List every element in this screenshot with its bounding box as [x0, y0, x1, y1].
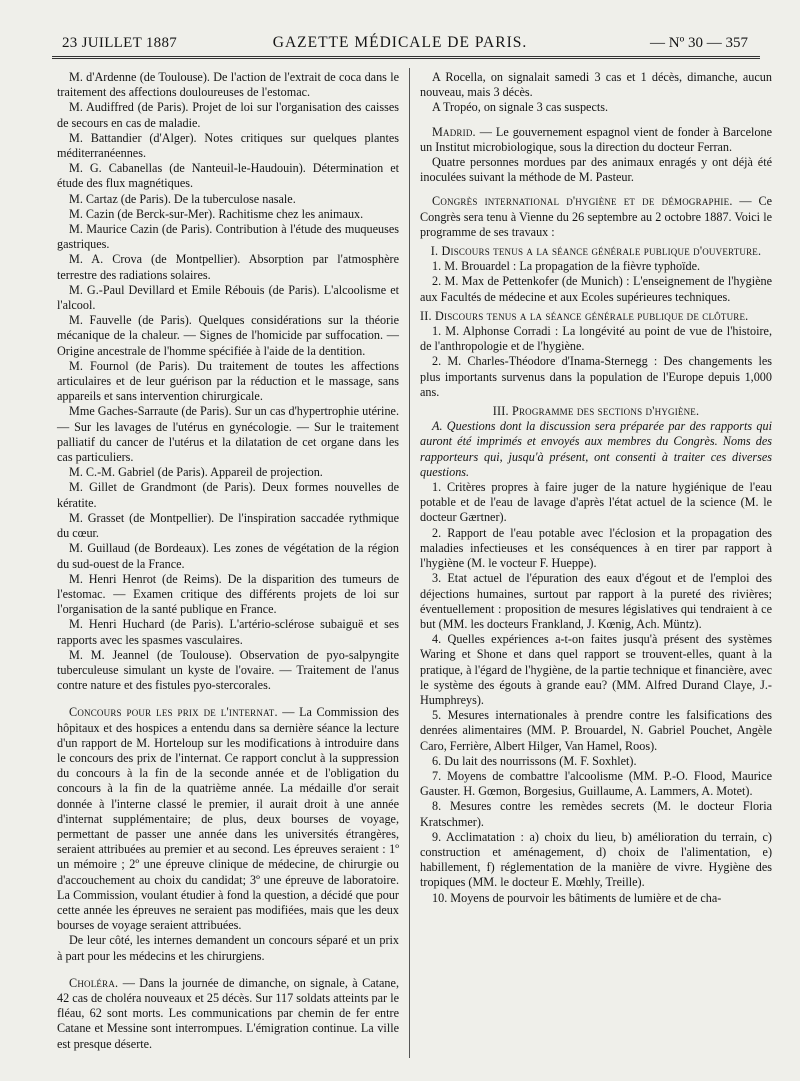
section3-item: 1. Critères propres à faire juger de la nature hygiénique de l'eau potable et de l'eau de lavage d'après l'état actuel de la science (M. le docteur Gærtner).	[420, 480, 772, 525]
page-header	[52, 30, 748, 52]
section3-list	[420, 480, 772, 906]
header-date: 23 JUILLET 1887	[62, 35, 178, 51]
communication-entry: M. Fournol (de Paris). Du traitement de toutes les affections articulaires et de leur guérison par la réduction et le massage, sans appareils et sans intervention chirurgicale.	[57, 358, 399, 404]
concours-paragraph-2: De leur côté, les internes demandent un concours séparé et un prix à part pour les médecins et les chirurgiens.	[57, 933, 399, 963]
communication-entry: M. Henri Huchard (de Paris). L'artério-sclérose subaiguë et ses rapports avec les spasmes vasculaires.	[57, 617, 399, 647]
header-page-number: — Nº 30 — 357	[650, 35, 748, 51]
section2-list	[420, 324, 772, 400]
communication-entry: M. A. Crova (de Montpellier). Absorption par l'atmosphère terrestre des radiations solaires.	[57, 252, 399, 282]
concours-heading: Concours pour les prix de l'internat.	[69, 705, 278, 720]
section3-item: 7. Moyens de combattre l'alcoolisme (MM. P.-O. Flood, Maurice Gauster. H. Gœmon, Borgesius, Guillaume, A. Lammers, A. Motet).	[420, 768, 772, 799]
section3-item: 10. Moyens de pourvoir les bâtiments de lumière et de cha-	[432, 890, 722, 905]
congres-heading: Congrès international d'hygiène et de démographie.	[432, 194, 733, 209]
section1-item: 1. M. Brouardel : La propagation de la fièvre typhoïde.	[432, 259, 701, 274]
section3-item: 9. Acclimatation : a) choix du lieu, b) amélioration du terrain, c) construction et aménagement, d) choix de l'alimentation, e) habillement, f) réglementation de la manière de vivre. Hygiène des tropiques (MM. le docteur E. Mœhly, Treille).	[420, 829, 772, 890]
section3-item: 8. Mesures contre les remèdes secrets (M. le docteur Floria Kratschmer).	[420, 799, 772, 829]
concours-text: — La Commission des hôpitaux et des hospices a entendu dans sa dernière séance la lecture d'un rapport de M. Horteloup sur les modifications à introduire dans le concours des prix de l'internat. Ce rapport conclut à la suppression du concours à la fin de la seconde année et de l'obligation du concours à la fin de la quatrième année. La médaille d'or serait donnée à l'interne classé le premier, il aurait droit à une année d'internat supplémentaire; de plus, deux bourses de voyage, permettant de passer une année dans les universités étrangères, seraient attribuées au premier et au second. Les épreuves seraient : 1º un mémoire ; 2º une épreuve clinique de médecine, de chirurgie ou d'accouchement au choix du candidat; 3º une épreuve de laboratoire. La Commission, voulant étudier à fond la question, a décidé que pour cette année les épreuves ne seraient pas modifiées, mais que les deux bourses de voyage seraient attribuées.	[57, 705, 399, 933]
column-divider	[409, 68, 410, 1058]
communication-entry: M. Audiffred (de Paris). Projet de loi sur l'organisation des caisses de secours en cas de maladie.	[57, 100, 399, 130]
cholera-text: — Dans la journée de dimanche, on signale, à Catane, 42 cas de choléra nouveaux et 25 décès. Sur 117 soldats atteints par le fléau, 62 sont morts. Les communications par chemin de fer entre Catane et Messine sont interrompues. L'émigration continue. La ville est presque déserte.	[57, 975, 399, 1051]
section2-item: 1. M. Alphonse Corradi : La longévité au point de vue de l'histoire, de l'anthropologie et de l'hygiène.	[420, 324, 772, 354]
communication-entry: M. Cazin (de Berck-sur-Mer). Rachitisme chez les animaux.	[69, 206, 364, 221]
communication-entry: M. Grasset (de Montpellier). De l'inspiration saccadée rythmique du cœur.	[57, 510, 399, 541]
section3-item: 5. Mesures internationales à prendre contre les falsifications des denrées alimentaires (MM. P. Brouardel, N. Gabriel Pouchet, Angèle Caro, Ferrière, Albert Hilger, Van Hamel, Roos).	[420, 708, 772, 753]
section3-item: 6. Du lait des nourrissons (M. F. Soxhlet).	[432, 753, 637, 768]
communication-entry: M. Gillet de Grandmont (de Paris). Deux formes nouvelles de kératite.	[57, 480, 399, 510]
congres-text: — Ce Congrès sera tenu à Vienne du 26 septembre au 2 octobre 1887. Voici le programme de ses travaux :	[420, 194, 772, 239]
section3-item: 3. Etat actuel de l'épuration des eaux d'égout et de l'emploi des déjections humaines, surtout par rapport à la pureté des rivières; éventuellement : proposition de mesures législatives qui tendraient à ce but (MM. les docteurs Frankland, J. Kœnig, Ach. Müntz).	[420, 571, 772, 631]
section2-item: 2. M. Charles-Théodore d'Inama-Sternegg : Des changements les plus importants survenus dans la population de l'Europe depuis 1,000 ans.	[420, 354, 772, 399]
communication-entry: M. G. Cabanellas (de Nanteuil-le-Haudouin). Détermination et étude des flux magnétiques.	[57, 161, 399, 191]
communication-entry: M. G.-Paul Devillard et Emile Rébouis (de Paris). L'alcoolisme et l'alcool.	[57, 282, 399, 313]
section1-list	[420, 259, 772, 305]
communication-entry: M. M. Jeannel (de Toulouse). Observation de pyo-salpyngite tuberculeuse simulant un kyste de l'ovaire. — Traitement de l'anus contre nature et des fistules pyo-stercorales.	[57, 647, 399, 693]
right-column	[420, 70, 772, 906]
communications-list	[57, 70, 399, 693]
cholera-heading: Choléra.	[69, 975, 119, 990]
madrid-text: — Le gouvernement espagnol vient de fonder à Barcelone un Institut microbiologique, sous la direction du docteur Ferran.	[420, 124, 772, 154]
communication-entry: M. Henri Henrot (de Reims). De la disparition des tumeurs de l'estomac. — Examen critique des différents projets de loi sur l'organisation de la santé publique en France.	[57, 571, 399, 617]
madrid-paragraph	[420, 125, 772, 155]
rocella-paragraph: A Rocella, on signalait samedi 3 cas et 1 décès, dimanche, aucun nouveau, mais 3 décès.	[420, 70, 772, 100]
section1-title: I. Discours tenus a la séance générale publique d'ouverture.	[430, 244, 762, 259]
section3-title: III. Programme des sections d'hygiène.	[492, 404, 700, 419]
section3-item: 4. Quelles expériences a-t-on faites jusqu'à présent des systèmes Waring et Shone et dans quel rapport se trouvent-elles, quant à la pratique, à l'égard de l'hygiène, de la partie technique et financière, avec le système des égouts à grande eau? (MM. Alfred Durand Claye, J.-Humphreys).	[420, 632, 772, 707]
congres-paragraph	[420, 194, 772, 240]
cholera-paragraph	[57, 976, 399, 1052]
header-title: GAZETTE MÉDICALE DE PARIS.	[272, 34, 528, 51]
communication-entry: M. Maurice Cazin (de Paris). Contribution à l'étude des muqueuses gastriques.	[57, 222, 399, 252]
section2-title: II. Discours tenus a la séance générale publique de clôture.	[420, 308, 749, 323]
left-column	[57, 70, 399, 1052]
communication-entry: Mme Gaches-Sarraute (de Paris). Sur un cas d'hypertrophie utérine. — Sur les lavages de l'utérus en gynécologie. — Sur le traitement palliatif du cancer de l'utérus et la dilatation de cet organe dans les cas particuliers.	[57, 404, 399, 465]
communication-entry: M. Fauvelle (de Paris). Quelques considérations sur la théorie mécanique de la chaleur. — Signes de l'homicide par suffocation. — Origine ancestrale de l'homme spécifiée à l'aide de la dentition.	[57, 313, 399, 358]
section3-item: 2. Rapport de l'eau potable avec l'éclosion et la propagation des maladies infectieuses et les conséquences à en tirer par rapport à l'hygiène (M. le vocteur F. Hueppe).	[420, 525, 772, 571]
concours-paragraph	[57, 705, 399, 933]
communication-entry: M. d'Ardenne (de Toulouse). De l'action de l'extrait de coca dans le traitement des affections douloureuses de l'estomac.	[57, 70, 399, 100]
section3-intro: A. Questions dont la discussion sera préparée par des rapports qui auront été imprimés et envoyés aux membres du Congrès. Noms des rapporteurs qui, jusqu'à présent, ont consenti à traiter ces diverses questions.	[420, 419, 772, 479]
madrid-paragraph-2: Quatre personnes mordues par des animaux enragés y ont déjà été inoculées suivant la méthode de M. Pasteur.	[420, 155, 772, 185]
madrid-heading: Madrid.	[432, 124, 476, 139]
section1-item: 2. M. Max de Pettenkofer (de Munich) : L'enseignement de l'hygiène aux Facultés de médecine et aux Ecoles supérieures techniques.	[420, 274, 772, 304]
communication-entry: M. C.-M. Gabriel (de Paris). Appareil de projection.	[69, 465, 323, 480]
communication-entry: M. Guillaud (de Bordeaux). Les zones de végétation de la région du sud-ouest de la France.	[57, 541, 399, 571]
communication-entry: M. Battandier (d'Alger). Notes critiques sur quelques plantes méditerranéennes.	[57, 130, 399, 161]
header-rule	[52, 56, 760, 59]
communication-entry: M. Cartaz (de Paris). De la tuberculose nasale.	[69, 191, 296, 206]
tropeo-paragraph: A Tropéo, on signale 3 cas suspects.	[432, 100, 609, 115]
